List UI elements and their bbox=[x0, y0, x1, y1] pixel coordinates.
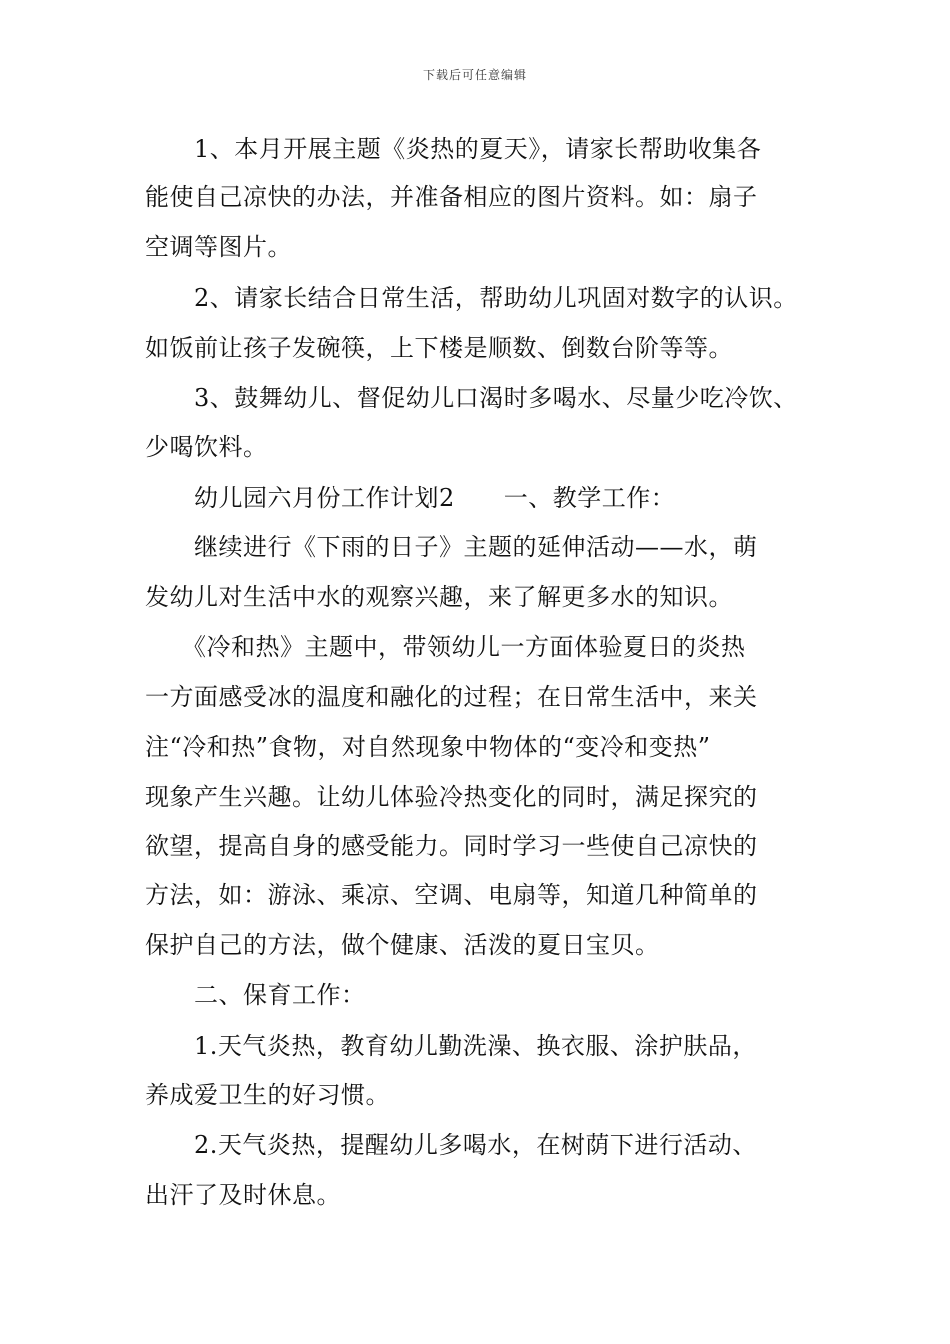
text-line: 注“冷和热”食物，对自然现象中物体的“变冷和变热” bbox=[145, 733, 711, 761]
text-line: 欲望，提高自身的感受能力。同时学习一些使自己凉快的 bbox=[145, 832, 758, 860]
text-line: 方法，如：游泳、乘凉、空调、电扇等，知道几种简单的 bbox=[145, 881, 758, 909]
text-line: 1.天气炎热，教育幼儿勤洗澡、换衣服、涂护肤品， bbox=[145, 1032, 757, 1060]
text-line: 少喝饮料。 bbox=[145, 433, 268, 461]
text-line: 空调等图片。 bbox=[145, 233, 292, 261]
text-line: 2.天气炎热，提醒幼儿多喝水，在树荫下进行活动、 bbox=[145, 1131, 757, 1159]
text-line: 养成爱卫生的好习惯。 bbox=[145, 1081, 390, 1109]
text-line: 出汗了及时休息。 bbox=[145, 1181, 341, 1209]
text-line: 能使自己凉快的办法，并准备相应的图片资料。如：扇子 bbox=[145, 183, 758, 211]
text-line: 1、本月开展主题《炎热的夏天》，请家长帮助收集各 bbox=[145, 135, 762, 163]
text-line: 如饭前让孩子发碗筷，上下楼是顺数、倒数台阶等等。 bbox=[145, 334, 733, 362]
text-line: 现象产生兴趣。让幼儿体验冷热变化的同时，满足探究的 bbox=[145, 783, 758, 811]
text-line: 3、鼓舞幼儿、督促幼儿口渴时多喝水、尽量少吃冷饮、 bbox=[145, 384, 798, 412]
text-line: 2、请家长结合日常生活，帮助幼儿巩固对数字的认识。 bbox=[145, 284, 798, 312]
text-line: 一方面感受冰的温度和融化的过程；在日常生活中，来关 bbox=[145, 683, 758, 711]
page-header-note: 下载后可任意编辑 bbox=[422, 68, 527, 82]
section-heading: 幼儿园六月份工作计划2 一、教学工作： bbox=[145, 484, 676, 512]
text-line: 继续进行《下雨的日子》主题的延伸活动——水，萌 bbox=[145, 533, 758, 561]
text-line: 《冷和热》主题中，带领幼儿一方面体验夏日的炎热 bbox=[145, 633, 746, 661]
text-line: 保护自己的方法，做个健康、活泼的夏日宝贝。 bbox=[145, 931, 660, 959]
text-line: 发幼儿对生活中水的观察兴趣，来了解更多水的知识。 bbox=[145, 583, 733, 611]
section-heading: 二、保育工作： bbox=[145, 981, 366, 1009]
